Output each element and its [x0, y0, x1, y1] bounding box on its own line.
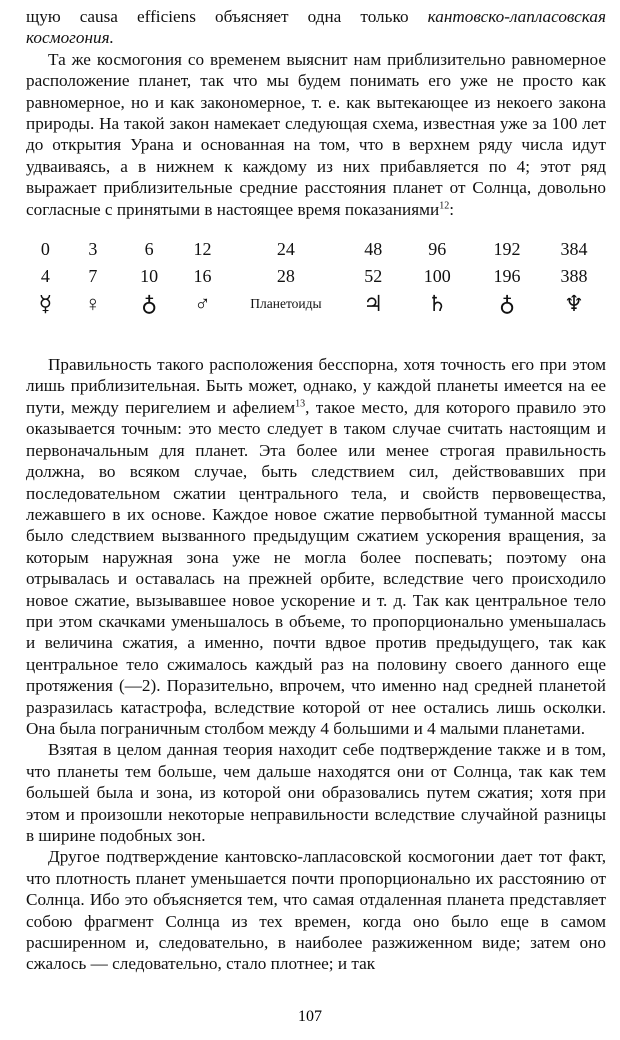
series-top-cell: 3 — [88, 238, 98, 259]
paragraph-1-end: : — [449, 199, 454, 219]
earth-icon: ♁ — [141, 290, 158, 316]
planet-distance-series — [26, 236, 606, 317]
venus-icon: ♀ — [84, 290, 102, 316]
series-top-cell: 192 — [493, 238, 521, 259]
neptune-icon: ♆ — [564, 290, 584, 316]
paragraph-2-text-a: Правильность такого расположения бесспорна, хотя точность его при этом лишь приблизительная. Быть может, однако, у каждой планеты имеется на ее пути, между перигелием и афелием — [26, 355, 606, 417]
paragraph-2-text-b: , такое место, для которого правило это оказывается точным: это место следует в таком случае считать настоящим и первоначальным для планет. Эта более или менее строгая правильность должна, во всяком случае, быть следствием сил, действовавших при последовательном сжатии центрального тела, и свойств первовещества, лежавшего в их основе. Каждое новое сжатие первобытной туманной массы было следствием вызванного предыдущим сжатием ускорения вращения, за которым наружная зона уже не могла более поспевать; поэтому она отрывалась и оставалась на прежней орбите, вследствие чего происходило новое сжатие, вызывавшее новое ускорение и т. д. Так как центральное тело при этом скачками уменьшалось в объеме, то пропорционально уменьшалась и величина сжатия, а именно, почти вдвое против предыдущего, так как центральное тело сжималось каждый раз на половину своего данного еще протяжения (—2). Поразительно, впрочем, что именно над средней планетой разразилась катастрофа, вследствие которой от нее остались лишь осколки. Она была пограничным столбом между 4 большими и 4 малыми планетами. — [26, 397, 606, 738]
paragraph-1-text: Та же космогония со временем выяснит нам приблизительно равномерное расположение планет, так что мы будем понимать его уже не просто как равномерное, но и как закономерное, т. е. как вытекающее из некоего закона природы. На такой закон намекает следующая схема, известная уже за 100 лет до открытия Урана и основанная на том, что в верхнем ряду числа идут удваиваясь, а в нижнем к каждому из них прибавляется по 4; этот ряд выражает приблизительные средние расстояния планет от Солнца, довольно согласные с принятыми в настоящее время показаниями — [26, 49, 606, 219]
page-number: 107 — [298, 1008, 322, 1025]
series-row-top — [26, 236, 606, 263]
spacer — [26, 317, 606, 354]
jupiter-icon: ♃ — [363, 290, 384, 316]
series-row-bottom — [26, 263, 606, 290]
paragraph-0-text: щую causa efficiens объясняет одна только — [26, 7, 428, 26]
series-bottom-cell: 4 — [40, 265, 50, 286]
series-top-cell: 96 — [428, 238, 447, 259]
series-top-cell: 0 — [40, 238, 50, 259]
paragraph-0 — [26, 6, 606, 49]
paragraph-1 — [26, 49, 606, 220]
footnote-ref-12: 12 — [439, 199, 450, 211]
series-top-cell: 24 — [276, 238, 295, 259]
footnote-ref-13: 13 — [295, 398, 306, 410]
paragraph-0-italic: кантовско-лапласовская космогония. — [26, 7, 606, 48]
planetoids-label: Планетоиды — [250, 295, 322, 311]
series-bottom-cell: 100 — [423, 265, 451, 286]
series-bottom-cell: 388 — [560, 265, 588, 286]
uranus-icon: ♁ — [499, 290, 516, 316]
mars-icon: ♂ — [194, 290, 211, 316]
mercury-icon: ☿ — [38, 290, 53, 316]
series-bottom-cell: 28 — [276, 265, 295, 286]
series-top-cell: 48 — [364, 238, 383, 259]
paragraph-2 — [26, 354, 606, 739]
series-bottom-cell: 196 — [493, 265, 521, 286]
saturn-icon: ♄ — [427, 290, 448, 316]
series-row-symbols — [26, 290, 606, 317]
paragraph-4: Другое подтверждение кантовско-лапласовской космогонии дает тот факт, что плотность планет уменьшается почти пропорционально их расстоянию от Солнца. Ибо это объясняется тем, что самая отдаленная планета представляет собою фрагмент Солнца из тех времен, когда оно было еще в самом расширенном и, следовательно, в наиболее разжиженном виде; затем оно сжалось — следовательно, стало плотнее; и так — [26, 847, 606, 974]
series-top-cell: 384 — [560, 238, 588, 259]
series-bottom-cell: 52 — [364, 265, 383, 286]
series-bottom-cell: 10 — [140, 265, 159, 286]
series-top-cell: 12 — [193, 238, 212, 259]
paragraph-3: Взятая в целом данная теория находит себе подтверждение также и в том, что планеты тем больше, чем дальше находятся они от Солнца, так как тем большей была и зона, из которой они образовались путем сжатия; хотя при этом и произошли некоторые неправильности вследствие случайной разницы в ширине подобных зон. — [26, 740, 606, 845]
series-bottom-cell: 7 — [88, 265, 98, 286]
series-top-cell: 6 — [144, 238, 154, 259]
series-bottom-cell: 16 — [193, 265, 212, 286]
